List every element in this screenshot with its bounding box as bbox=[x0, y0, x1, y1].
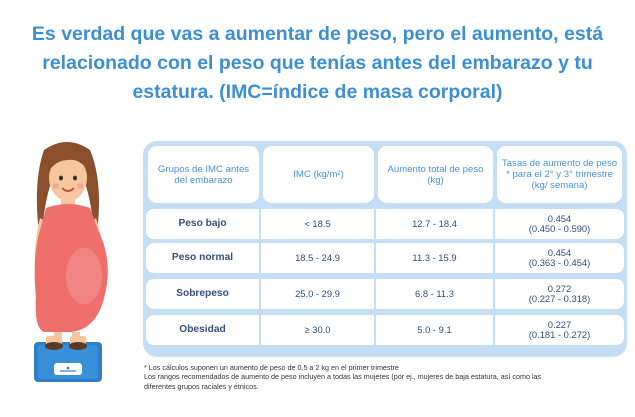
headline-line-2: relacionado con el peso que tenías antes del embarazo y tu bbox=[42, 52, 593, 74]
footnote-line-1: * Los cálculos suponen un aumento de peso de 0,5 a 2 kg en el primer trimestre bbox=[144, 363, 399, 372]
row-total-gain: 5.0 - 9.1 bbox=[417, 323, 452, 335]
row-bmi: < 18.5 bbox=[304, 217, 331, 229]
headline-line-1: Es verdad que vas a aumentar de peso, pero el aumento, está bbox=[31, 23, 604, 45]
rate-range: (0.227 - 0.318) bbox=[528, 293, 591, 304]
row-total-gain: 6.8 - 11.3 bbox=[415, 287, 454, 299]
weight-gain-table bbox=[143, 141, 627, 357]
header-gain-rate: Tasas de aumento de peso * para el 2° y 3° trimestre (kg/ semana) bbox=[497, 146, 622, 203]
row-gain-rate bbox=[495, 279, 624, 309]
rate-value: 0.227 bbox=[547, 318, 572, 330]
row-total-gain: 12.7 - 18.4 bbox=[412, 217, 457, 229]
header-total-gain: Aumento total de peso (kg) bbox=[378, 146, 493, 203]
rate-value: 0.454 bbox=[547, 212, 572, 224]
header-bmi: IMC (kg/m²) bbox=[263, 146, 374, 203]
rate-range: (0.363 - 0.454) bbox=[528, 257, 591, 268]
headline-line-3: estatura. (IMC=índice de masa corporal) bbox=[132, 81, 503, 103]
bathroom-scale-icon bbox=[34, 336, 102, 382]
row-bmi: 25.0 - 29.9 bbox=[295, 287, 340, 299]
row-category: Peso bajo bbox=[178, 217, 227, 229]
rate-range: (0.181 - 0.272) bbox=[528, 329, 591, 340]
header-bmi-group: Grupos de IMC antes del embarazo bbox=[148, 146, 259, 203]
footnotes bbox=[144, 363, 614, 391]
row-gain-rate bbox=[495, 243, 624, 273]
footnote-line-2: Los rangos recomendados de aumento de peso incluyen a todas las mujeres (por ej., mujeres de baja estatura, así como las bbox=[144, 372, 542, 382]
row-bmi: 18.5 - 24.9 bbox=[295, 251, 340, 263]
row-bmi: ≥ 30.0 bbox=[304, 323, 331, 335]
pregnant-woman-illustration bbox=[10, 138, 140, 384]
row-category: Obesidad bbox=[179, 323, 226, 335]
row-total-gain: 11.3 - 15.9 bbox=[412, 251, 457, 263]
row-category: Peso normal bbox=[171, 251, 234, 263]
rate-range: (0.450 - 0.590) bbox=[528, 223, 591, 234]
footnote-line-3: diferentes grupos raciales y étnicos. bbox=[144, 381, 259, 391]
headline bbox=[12, 20, 623, 107]
row-gain-rate bbox=[495, 315, 624, 345]
rate-value: 0.454 bbox=[547, 246, 572, 258]
row-category: Sobrepeso bbox=[176, 287, 229, 299]
row-gain-rate bbox=[495, 209, 624, 239]
rate-value: 0.272 bbox=[547, 282, 572, 294]
pregnant-woman-icon bbox=[35, 142, 108, 360]
